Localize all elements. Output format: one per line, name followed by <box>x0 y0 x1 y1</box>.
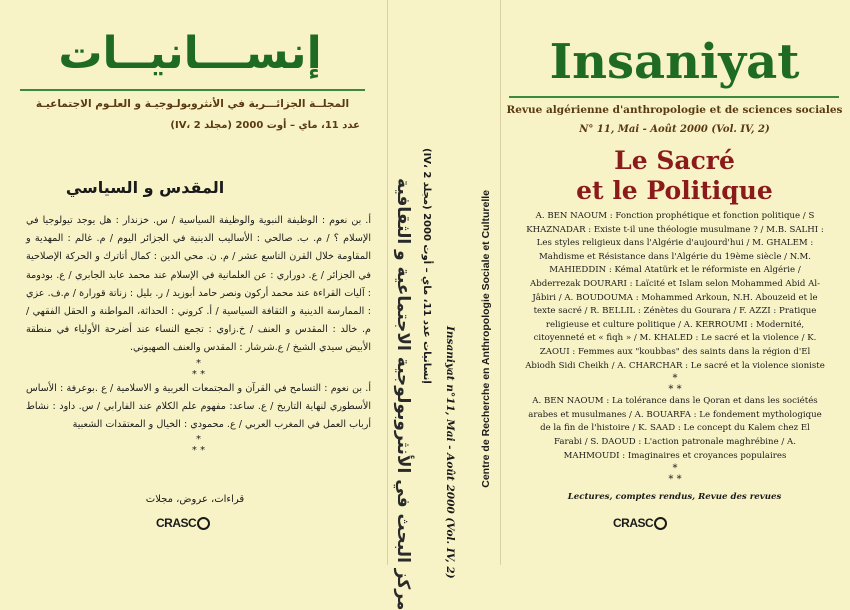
arabic-contents-section-1: أ. بن نعوم : الوظيفة النبوية والوظيفة السياسية / س. خزندار : هل يوجد تيولوجيا في الإسلام ؟ / م. ب. صالحي : الأساليب الدينية في الجزائر اليوم / م. غالم : المهدية و المقاومة خلال القرن التاسع عشر / م. ن. محي الدين : كمال أتاترك و الحركة الإصلاحية في الجزائر / ع. دوراري : عن العلمانية في الإسلام عند محمد عابد الجابري / ع. بودومة : آليات القراءة عند محمد أركون ونصر حامد أبوزيد / ر. بليل : زناتة قورارة / م.ف. عزي : الممارسة الدينية و الثقافة السياسية / أ. كروني : الحداثة، المواطنة و الحقل الفقهي / م. خالد : المقدس و العنف / خ.زاوي : تجمع النساء عند أضرحة الأولياء في منطقة الأبيض سيدي الشيخ / ع.شرشار : المقدس والعنف الصهيوني. <box>26 215 371 354</box>
arabic-issue-info: عدد 11، ماي – أوت 2000 (مجلد IV، 2) <box>170 120 360 131</box>
crasc-logo-text: CRASC <box>156 516 197 530</box>
star-separator: * <box>196 357 201 369</box>
front-cover-french <box>499 0 850 565</box>
crasc-logo <box>613 516 667 530</box>
journal-title: Insaniyat <box>549 34 800 90</box>
theme-title-line-1: Le Sacré <box>614 146 735 175</box>
star-separator: * * <box>668 384 682 396</box>
arabic-theme-title: المقدس و السياسي <box>65 178 225 197</box>
arabic-journal-title: إنســـانيــات <box>58 28 322 79</box>
arabic-contents <box>26 212 371 456</box>
arabic-contents-section-2: أ. بن نعوم : التسامح في القرآن و المجتمعات العربية و الاسلامية / ع .بوعرفة : الأساس الأسطوري لنهاية التاريخ / ع. ساعد: مفهوم علم الكلام عند الفارابي / س. داود : نشاط أرباب العمل في المغرب العربي / ع. محمودي : الخيال و المعتقدات الشعبية <box>26 382 371 431</box>
back-cover-arabic <box>0 0 387 565</box>
divider-line <box>20 89 365 91</box>
contents-section-1: A. BEN NAOUM : Fonction prophétique et fonction politique / S KHAZNADAR : Existe t-il une théologie musulmane ? / M.B. SALHI : Les styles religieux dans l'Algérie d'aujourd'hui / M. GHALEM : Mahdisme et Résistance dans l'Algérie du 19ème siècle / N.M. MAHIEDDIN : Kémal Atatürk et le réformiste en Algérie / Abderrezak DOURARI : Laïcité et Islam selon Mohammed Abid Al-Jâbiri / A. BOUDOUMA : Mohammed Arkoun, N.H. Abouzeid et le texte sacré / R. BELLIL : Zénètes du Gourara / F. AZZI : Pratique religieuse et culture politique / A. KERROUMI : Modernité, citoyenneté et « fiqh » / M. KHALED : Le sacré et la violence / K. ZAOUI : Femmes aux "koubbas" des saints dans la région d'El Abiodh Sidi Cheikh / A. CHARCHAR : Le sacré et la violence sioniste <box>525 211 825 371</box>
star-separator: * * <box>191 445 206 457</box>
star-separator: * <box>672 373 678 385</box>
spine-french-issue: Insaniyat n°11, Mai - Août 2000 (Vol. IV, 2) <box>444 326 456 579</box>
star-separator: * * <box>191 368 206 380</box>
crasc-logo-mark-icon <box>654 517 667 530</box>
journal-subtitle: Revue algérienne d'anthropologie et de sciences sociales <box>506 104 843 116</box>
spine-arabic-centre-name: مركز البحث في الأنثروبولوجية الاجتماعية و الثقافية <box>393 178 413 610</box>
contents-section-2: A. BEN NAOUM : La tolérance dans le Qoran et dans les sociétés arabes et musulmanes / A. BOUARFA : Le fondement mythologique de la fin de l'histoire / K. SAAD : Le concept du Kalem chez El Farabi / S. DAOUD : L'action patronale maghrébine / A. MAHMOUDI : Imaginaires et croyances populaires <box>528 396 822 461</box>
star-separator: * <box>672 463 678 475</box>
star-separator: * <box>196 434 201 446</box>
spine-arabic-issue: إنسانيات عدد 11، ماي – أوت 2000 (مجلد IV، 2) <box>421 148 432 384</box>
crasc-logo-text: CRASC <box>613 516 654 530</box>
theme-title <box>499 146 850 206</box>
divider-line <box>509 96 839 98</box>
crasc-logo <box>156 516 210 530</box>
arabic-subtitle: المجلــة الجزائـــرية في الأنثروبولـوجيـة و العلـوم الاجتماعيـة <box>35 98 350 110</box>
table-of-contents <box>525 210 825 485</box>
theme-title-line-2: et le Politique <box>576 176 773 205</box>
reviews-line: Lectures, comptes rendus, Revue des revues <box>567 492 782 502</box>
arabic-reviews-line: قراءات، عروض، مجلات <box>145 494 245 505</box>
spine-french-centre-name: Centre de Recherche en Anthropologie Sociale et Culturelle <box>480 190 492 488</box>
star-separator: * * <box>668 474 682 486</box>
issue-info: N° 11, Mai - Août 2000 (Vol. IV, 2) <box>579 124 770 135</box>
crasc-logo-mark-icon <box>197 517 210 530</box>
